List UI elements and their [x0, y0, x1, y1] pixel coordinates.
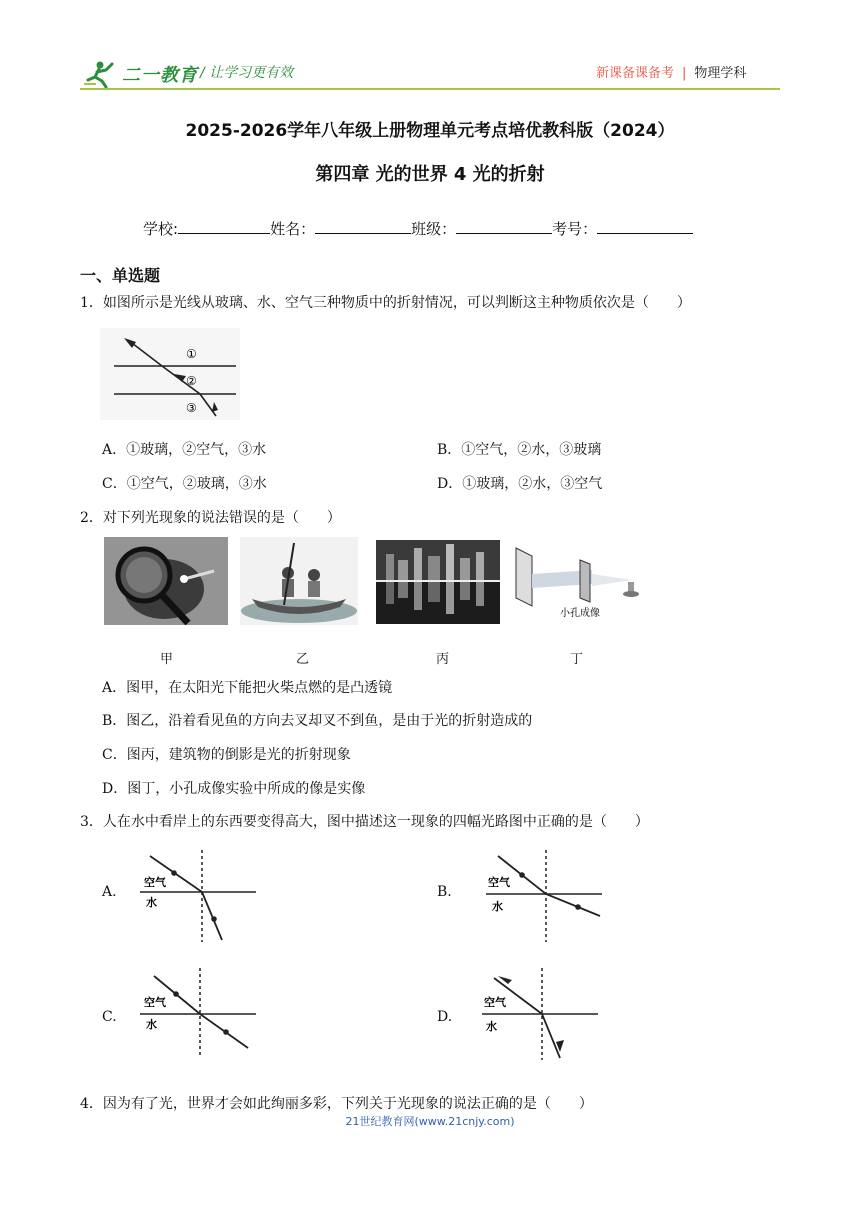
header-label-prep: 新课备课备考: [596, 66, 675, 81]
fish-spearing-image: [240, 537, 358, 629]
exam-no-label: 考号：: [552, 220, 598, 238]
section-heading: 一、单选题: [80, 266, 161, 285]
question-1-option-d[interactable]: D．①玻璃，②水，③空气: [437, 476, 603, 492]
question-3-diagram-a: [136, 848, 258, 948]
logo-text: 二一教育: [122, 65, 198, 86]
header-label-subject: 物理学科: [694, 66, 747, 81]
student-info-line: [143, 218, 693, 239]
city-reflection-image: [376, 540, 500, 628]
layer-2-label: ②: [186, 374, 197, 388]
runner-logo-icon: [82, 60, 118, 88]
caption-bing: 丙: [436, 652, 450, 667]
school-blank[interactable]: [178, 219, 270, 234]
pinhole-label: 小孔成像: [560, 608, 600, 619]
logo: [82, 60, 198, 88]
air-label: 空气: [144, 876, 166, 889]
question-2-option-d[interactable]: D．图丁，小孔成像实验中所成的像是实像: [102, 781, 366, 797]
name-blank[interactable]: [315, 219, 411, 234]
page-subtitle: 第四章 光的世界 4 光的折射: [315, 164, 545, 185]
question-3-option-d[interactable]: D.: [437, 1009, 453, 1025]
pinhole-camera-image: [512, 540, 644, 630]
water-label: 水: [486, 1020, 497, 1033]
footer-source[interactable]: 21世纪教育网(www.21cnjy.com): [345, 1115, 515, 1128]
question-3-stem: 3．人在水中看岸上的东西要变得高大，图中描述这一现象的四幅光路图中正确的是（ ）: [80, 814, 649, 830]
question-1-stem: 1．如图所示是光线从玻璃、水、空气三种物质中的折射情况，可以判断这主种物质依次是（ ）: [80, 295, 691, 311]
question-2-option-c[interactable]: C．图丙，建筑物的倒影是光的折射现象: [102, 747, 351, 763]
caption-yi: 乙: [296, 652, 310, 667]
question-3-diagram-b: [482, 848, 604, 948]
caption-ding: 丁: [570, 652, 584, 667]
school-label: 学校:: [143, 220, 179, 238]
layer-3-label: ③: [186, 401, 197, 415]
header-rule: [80, 88, 780, 90]
class-label: 班级：: [411, 220, 457, 238]
water-label: 水: [146, 1018, 157, 1031]
magnifying-glass-image: [104, 537, 228, 629]
air-label: 空气: [488, 876, 510, 889]
page-title: 2025-2026学年八年级上册物理单元考点培优教科版（2024）: [185, 121, 675, 141]
question-1-option-c[interactable]: C．①空气，②玻璃，③水: [102, 476, 267, 492]
water-label: 水: [492, 900, 503, 913]
name-label: 姓名：: [270, 220, 316, 238]
class-blank[interactable]: [456, 219, 552, 234]
question-2-option-a[interactable]: A．图甲，在太阳光下能把火柴点燃的是凸透镜: [102, 680, 393, 696]
caption-jia: 甲: [160, 652, 174, 667]
water-label: 水: [146, 896, 157, 909]
question-3-option-c[interactable]: C.: [102, 1009, 117, 1025]
question-2-option-b[interactable]: B．图乙，沿着看见鱼的方向去叉却叉不到鱼，是由于光的折射造成的: [102, 713, 533, 729]
question-3-option-a[interactable]: A.: [102, 884, 117, 900]
header-right: [596, 62, 746, 81]
air-label: 空气: [484, 996, 506, 1009]
question-1-option-a[interactable]: A．①玻璃，②空气，③水: [102, 442, 267, 458]
slogan: / 让学习更有效: [200, 65, 294, 81]
question-3-diagram-c: [136, 966, 258, 1062]
exam-no-blank[interactable]: [597, 219, 693, 234]
question-4-stem: 4．因为有了光，世界才会如此绚丽多彩，下列关于光现象的说法正确的是（ ）: [80, 1096, 593, 1112]
question-1-option-b[interactable]: B．①空气，②水，③玻璃: [437, 442, 602, 458]
question-1-figure: [100, 328, 240, 424]
air-label: 空气: [144, 996, 166, 1009]
header-separator: |: [682, 66, 687, 81]
question-3-diagram-d: [478, 966, 600, 1066]
question-2-stem: 2．对下列光现象的说法错误的是（ ）: [80, 510, 341, 526]
question-3-option-b[interactable]: B.: [437, 884, 452, 900]
layer-1-label: ①: [186, 347, 197, 361]
